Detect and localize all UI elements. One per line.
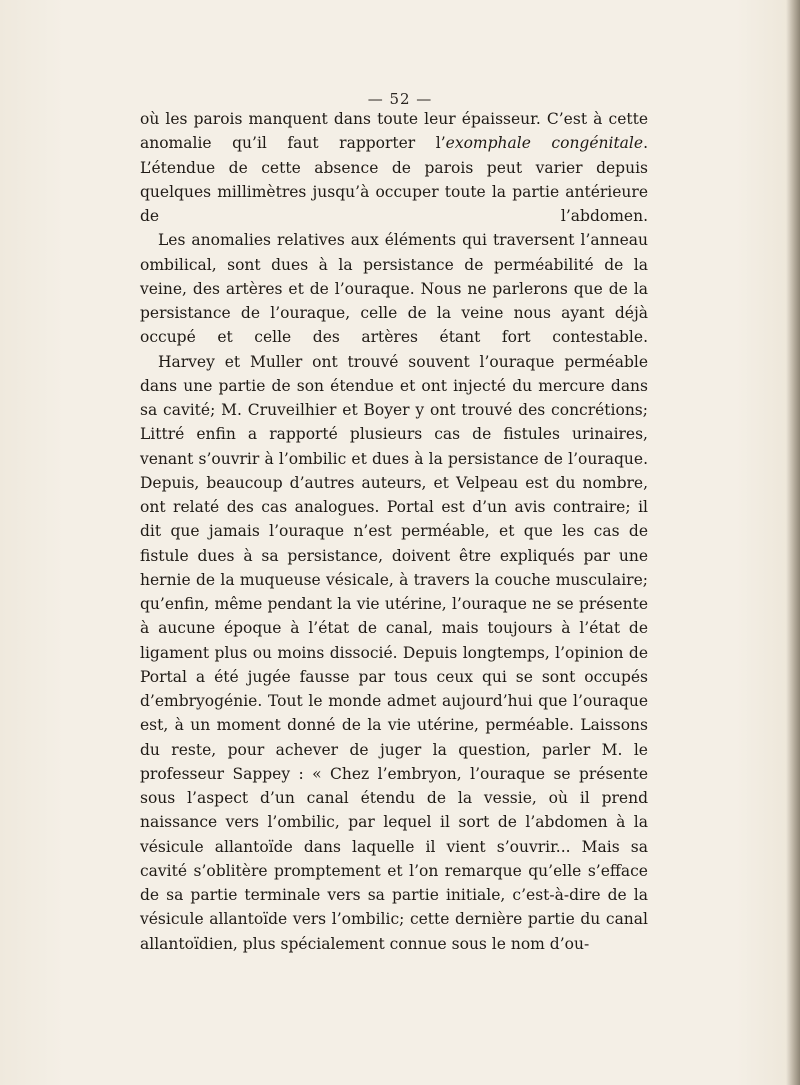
paragraph-3: Harvey et Muller ont trouvé souvent l’ouraque perméable dans une partie de son étendue et ont injecté du mercure dans sa cavité; M. Cruveilhier et Boyer y ont trouvé des concrétions; Littré enfin a rapporté plusieurs cas de fistules urinaires, venant s’ouvrir à l’ombilic et dues à la persistance de l’ouraque. Depuis, beaucoup d’autres auteurs, et Velpeau est du nombre, ont relaté des cas analogues. Portal est d’un avis contraire; il dit que jamais l’ouraque n’est perméable, et que les cas de fistule dues à sa persistance, doivent être expliqués par une hernie de la muqueuse vésicale, à travers la couche musculaire; qu’enfin, même pendant la vie utérine, l’ouraque ne se présente à aucune époque à l’état de canal, mais toujours à l’état de ligament plus ou moins dissocié. Depuis longtemps, l’opinion de Portal a été jugée fausse par tous ceux qui se sont occupés d’embryogénie. Tout le monde admet aujourd’hui que l’ouraque est, à un moment donné de la vie utérine, perméable. Laissons du reste, pour achever de juger la question, parler M. le professeur Sappey : « Chez l’embryon, l’ouraque se présente sous l’aspect d’un canal étendu de la vessie, où il prend naissance vers l’ombilic, par lequel il sort de l’abdomen à la vésicule allantoïde dans laquelle il vient s’ouvrir... Mais sa cavité s’oblitère promptement et l’on remarque qu’elle s’efface de sa partie terminale vers sa partie initiale, c’est-à-dire de la vésicule allantoïde vers l’ombilic; cette dernière partie du canal allantoïdien, plus spécialement connue sous le nom d’ou- bbox=[140, 352, 648, 953]
paragraph-1 bbox=[140, 107, 648, 228]
page-number: — 52 — bbox=[367, 90, 433, 108]
body-text bbox=[140, 107, 648, 956]
italic-term: exomphale congénitale bbox=[445, 134, 644, 153]
paragraph-2: Les anomalies relatives aux éléments qui traversent l’anneau ombilical, sont dues à la persistance de perméabilité de la veine, des artères et de l’ouraque. Nous ne parlerons que de la persistance de l’ouraque, celle de la veine nous ayant déjà occupé et celle des artères étant fort contestable. bbox=[140, 231, 648, 347]
page-edge-shadow bbox=[786, 0, 800, 1085]
paragraph-1-before: où les parois manquent dans toute leur épaisseur. C’est à cette anomalie qu’il faut rapporter l’ bbox=[140, 110, 648, 153]
paragraph-1-after: . L’étendue de cette absence de parois peut varier depuis quelques millimètres jusqu’à occuper toute la partie antérieure de l’abdomen. bbox=[140, 134, 648, 225]
